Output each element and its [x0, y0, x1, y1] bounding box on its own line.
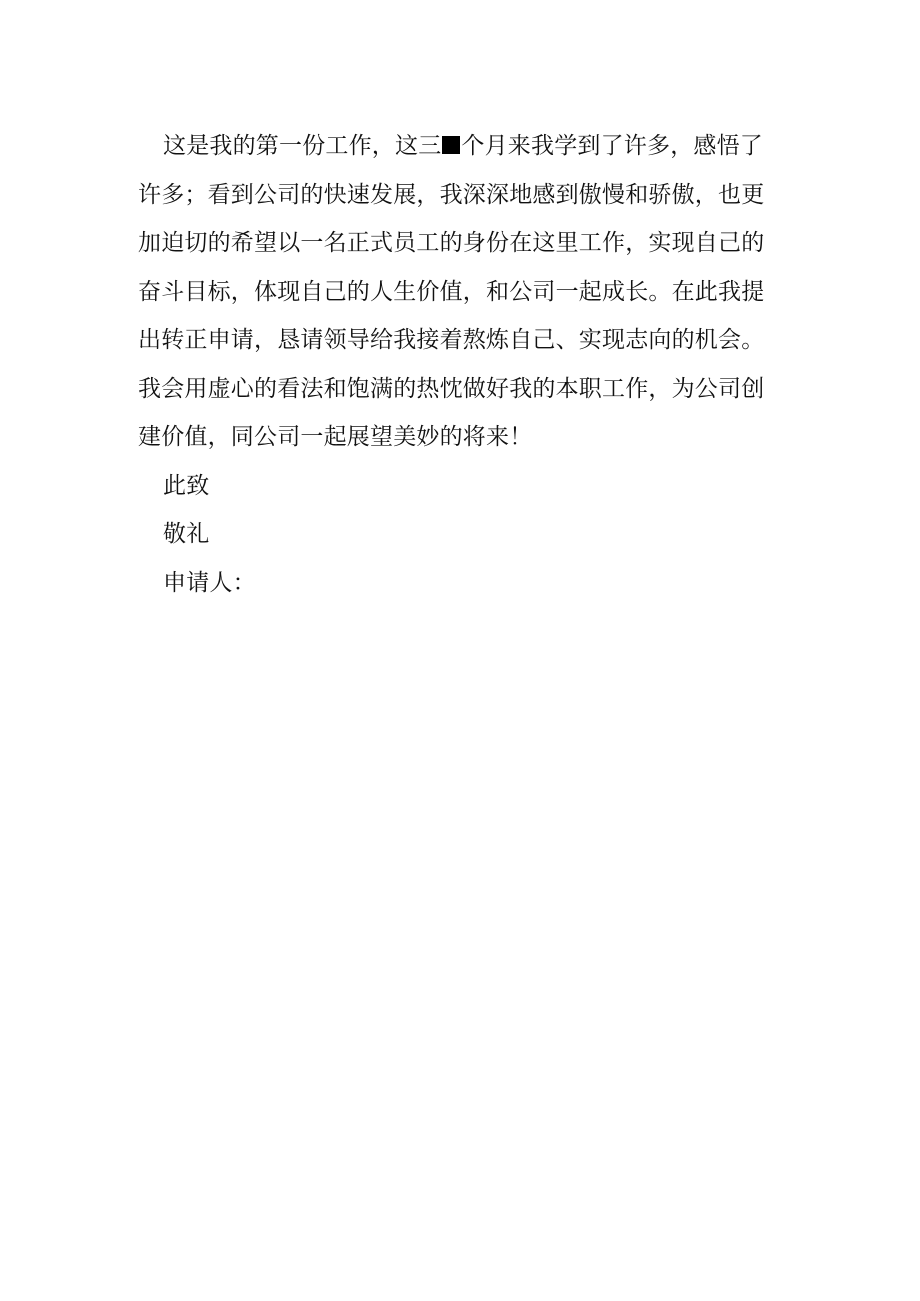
paragraph-line-7: 建价值，同公司一起展望美妙的将来！: [138, 424, 533, 450]
paragraph-line-6: 我会用虚心的看法和饱满的热忱做好我的本职工作，为公司创: [138, 375, 765, 402]
closing-salutation-2: 敬礼: [163, 521, 210, 547]
paragraph-line-2: 许多；看到公司的快速发展，我深深地感到傲慢和骄傲，也更: [138, 181, 765, 208]
line-1-text-end: 个月来我学到了许多，感悟了: [461, 133, 764, 159]
line-1-text-start: 这是我的第一份工作，这三: [163, 133, 442, 159]
paragraph-line-1: [138, 122, 778, 171]
closing-salutation-1: 此致: [163, 472, 210, 499]
applicant-label: 申请人：: [163, 569, 256, 596]
paragraph-line-4: 奋斗目标，体现自己的人生价值，和公司一起成长。在此我提: [138, 278, 765, 305]
letter-body: [138, 122, 778, 607]
paragraph-line-3: 加迫切的希望以一名正式员工的身份在这里工作，实现自己的: [138, 230, 765, 256]
redaction-block: [442, 136, 460, 154]
paragraph-line-5: 出转正申请，恳请领导给我接着熬炼自己、实现志向的机会。: [138, 327, 765, 353]
